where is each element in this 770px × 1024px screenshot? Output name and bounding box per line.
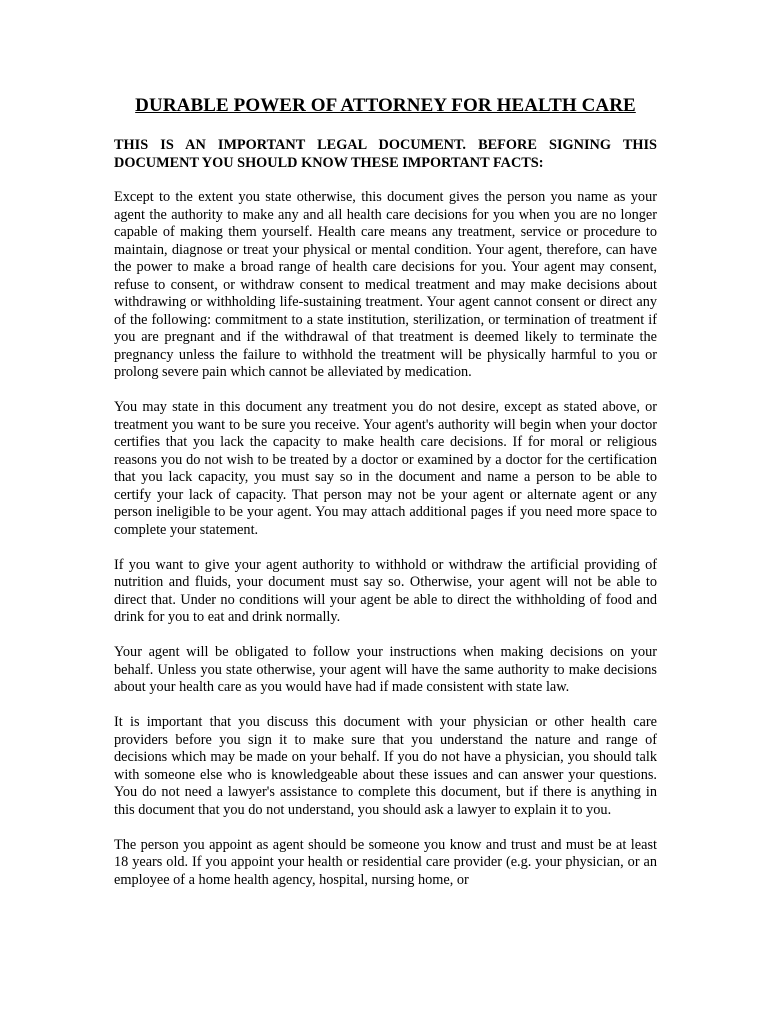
- document-title: DURABLE POWER OF ATTORNEY FOR HEALTH CARE: [135, 95, 636, 116]
- paragraph-agent-authority: Except to the extent you state otherwise, this document gives the person you name as your agent the authority to make any and all health care decisions for you when you are no longer capable of making them yourself. Health care means any treatment, service or procedure to maintain, diagnose or treat your physical or mental condition. Your agent, therefore, can have the power to make a broad range of health care decisions for you. Your agent may consent, refuse to consent, or withdraw consent to medical treatment and may make decisions about withdrawing or withholding life-sustaining treatment. Your agent cannot consent or direct any of the following: commitment to a state institution, sterilization, or termination of treatment if you are pregnant and if the withdrawal of that treatment is deemed likely to terminate the pregnancy unless the failure to withhold the treatment will be physically harmful to you or prolong severe pain which cannot be alleviated by medication.: [114, 189, 657, 380]
- important-notice: THIS IS AN IMPORTANT LEGAL DOCUMENT. BEFORE SIGNING THIS DOCUMENT YOU SHOULD KNOW THESE IMPORTANT FACTS:: [114, 137, 657, 171]
- paragraph-discuss-physician: It is important that you discuss this document with your physician or other health care providers before you sign it to make sure that you understand the nature and range of decisions which may be made on your behalf. If you do not have a physician, you should talk with someone else who is knowledgeable about these issues and can answer your questions. You do not need a lawyer's assistance to complete this document, but if there is anything in this document that you do not understand, you should ask a lawyer to explain it to you.: [114, 714, 657, 818]
- paragraph-appoint-agent: The person you appoint as agent should be someone you know and trust and must be at least 18 years old. If you appoint your health or residential care provider (e.g. your physician, or an employee of a home health agency, hospital, nursing home, or: [114, 836, 657, 888]
- paragraph-agent-obligation: Your agent will be obligated to follow your instructions when making decisions on your behalf. Unless you state otherwise, your agent will have the same authority to make decisions about your health care as you would have had if made consistent with state law.: [114, 644, 657, 695]
- document-page: [114, 94, 657, 907]
- paragraph-nutrition-fluids: If you want to give your agent authority to withhold or withdraw the artificial providing of nutrition and fluids, your document must say so. Otherwise, your agent will not be able to direct that. Under no conditions will your agent be able to direct the withholding of food and drink for you to eat and drink normally.: [114, 556, 657, 625]
- paragraph-treatment-statement: You may state in this document any treatment you do not desire, except as stated above, or treatment you want to be sure you receive. Your agent's authority will begin when your doctor certifies that you lack the capacity to make health care decisions. If for moral or religious reasons you do not wish to be treated by a doctor or examined by a doctor for the certification that you lack capacity, you must say so in the document and name a person to be able to certify your lack of capacity. That person may not be your agent or alternate agent or any person ineligible to be your agent. You may attach additional pages if you need more space to complete your statement.: [114, 399, 657, 538]
